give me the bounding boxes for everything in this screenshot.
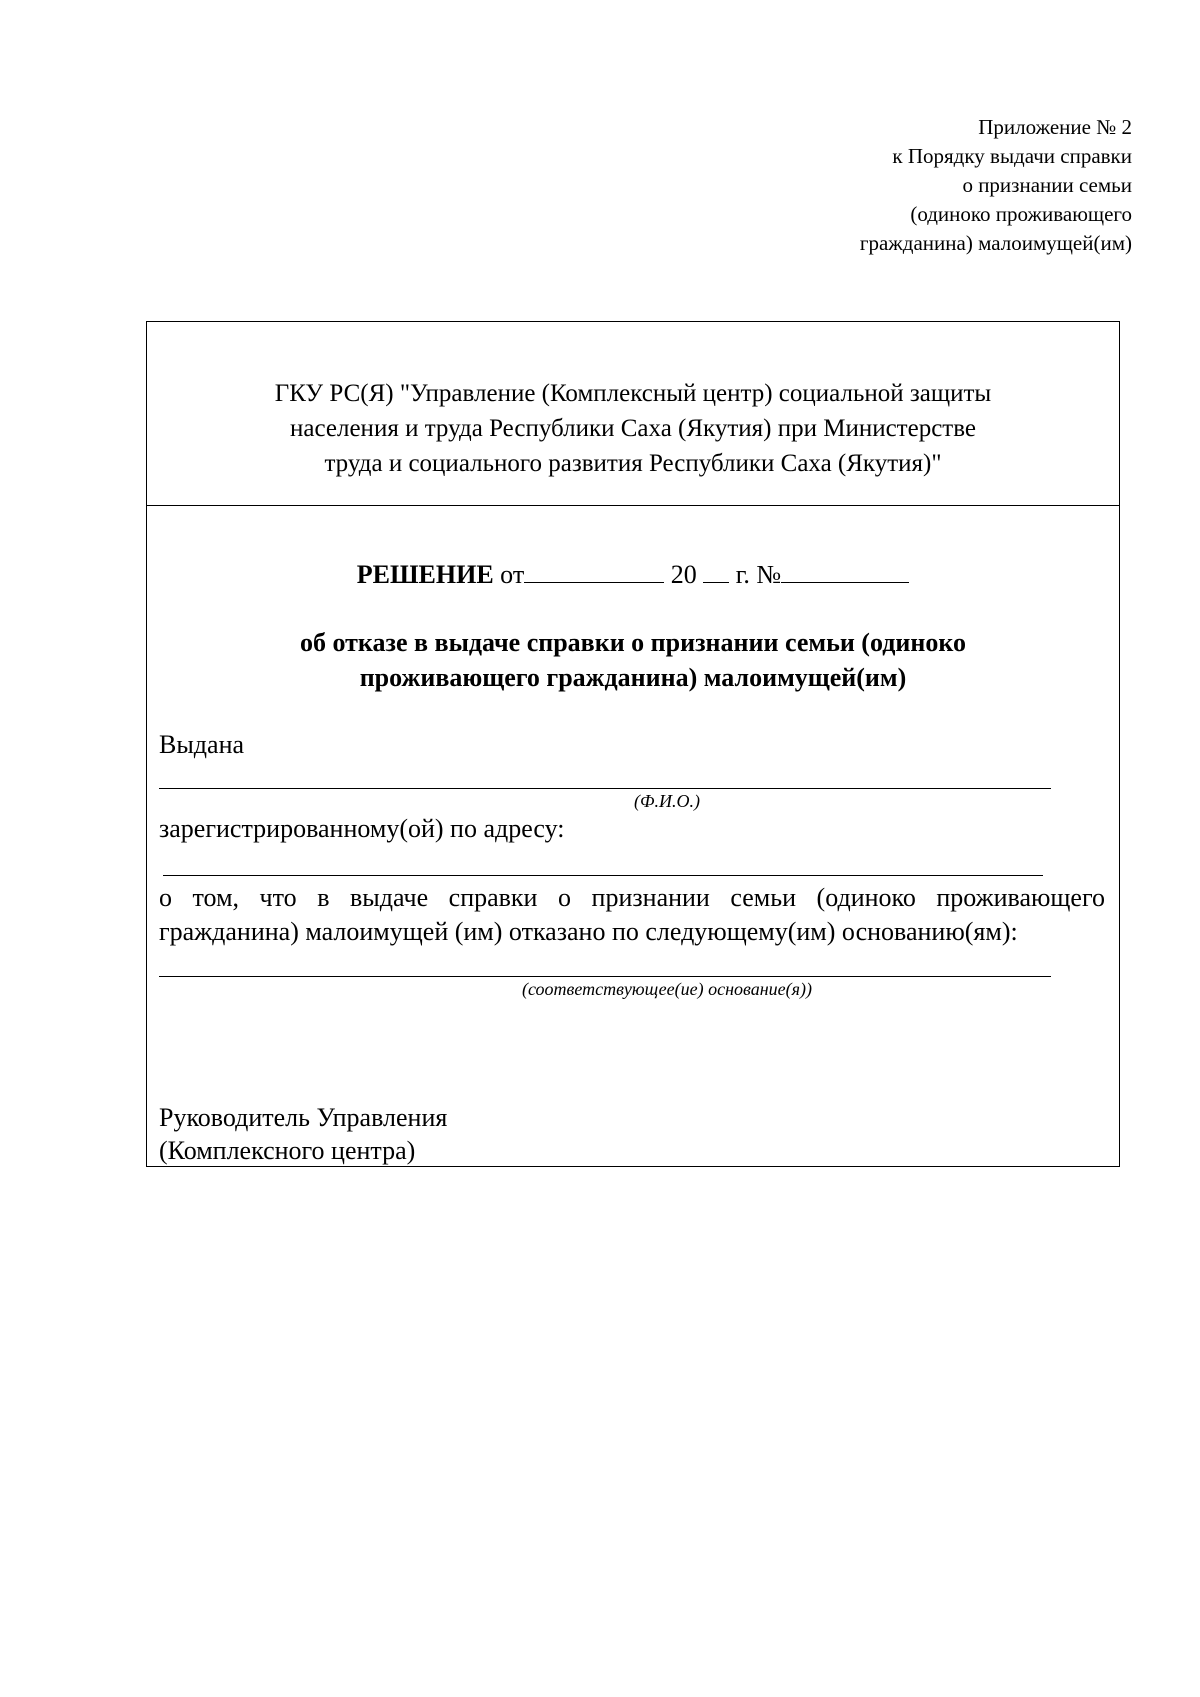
basis-field-line[interactable]	[159, 976, 1051, 977]
decision-from-label: от	[500, 560, 525, 589]
decision-subject-line: об отказе в выдаче справки о признании семьи (одиноко	[300, 628, 966, 657]
annex-line: гражданина) малоимущей(им)	[859, 231, 1132, 255]
fio-field-line[interactable]	[159, 788, 1051, 789]
address-field-line[interactable]	[163, 875, 1043, 876]
fio-caption: (Ф.И.О.)	[634, 791, 700, 811]
decision-year-prefix: 20	[670, 560, 697, 589]
annex-line: Приложение № 2	[978, 115, 1132, 139]
annex-line: (одиноко проживающего	[910, 202, 1132, 226]
annex-header	[860, 113, 1132, 258]
decision-number-label: г. №	[735, 560, 782, 589]
decision-form-frame	[146, 321, 1120, 1167]
basis-caption: (соответствующее(ие) основание(я))	[522, 979, 812, 999]
decision-subject-line: проживающего гражданина) малоимущей(им)	[359, 663, 907, 692]
signature-title-line-1: Руководитель Управления	[159, 1103, 448, 1132]
refusal-text-line-2: гражданина) малоимущей (им) отказано по следующему(им) основанию(ям):	[159, 917, 1018, 946]
decision-title-word: РЕШЕНИЕ	[356, 560, 494, 589]
annex-line: к Порядку выдачи справки	[892, 144, 1132, 168]
signature-title-line-2: (Комплексного центра)	[159, 1136, 416, 1165]
organization-line: населения и труда Республики Саха (Якутия) при Министерстве	[290, 415, 976, 442]
issued-label: Выдана	[159, 730, 245, 759]
organization-line: ГКУ РС(Я) "Управление (Комплексный центр) социальной защиты	[274, 380, 992, 407]
decision-year-blank[interactable]	[703, 558, 729, 583]
annex-line: о признании семьи	[962, 173, 1132, 197]
decision-title	[147, 558, 1119, 592]
decision-date-blank[interactable]	[524, 558, 664, 583]
organization-line: труда и социального развития Республики Саха (Якутия)"	[324, 450, 942, 477]
refusal-text-line-1: о том, что в выдаче справки о признании семьи (одиноко проживающего	[159, 883, 1105, 912]
address-label: зарегистрированному(ой) по адресу:	[159, 814, 565, 843]
decision-subject	[147, 625, 1119, 695]
decision-number-blank[interactable]	[781, 558, 909, 583]
organization-header	[147, 322, 1119, 506]
